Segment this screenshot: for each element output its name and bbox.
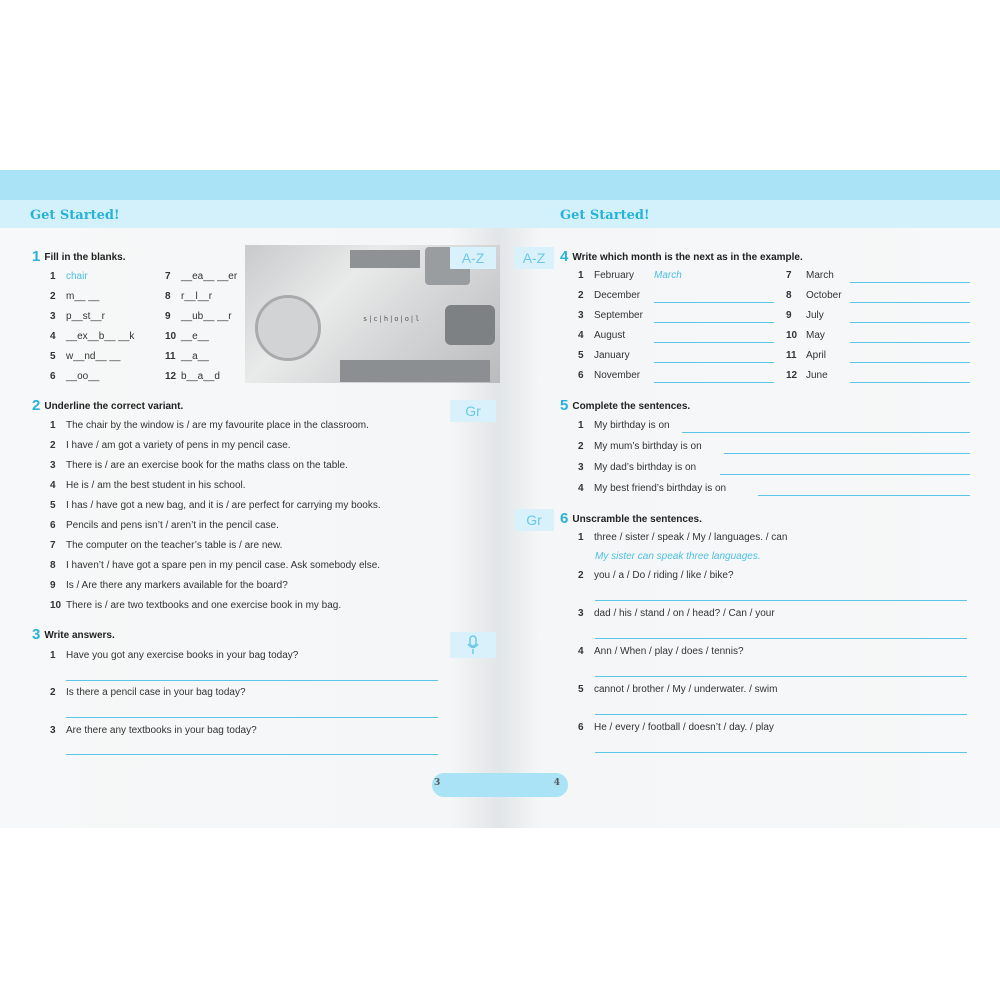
ex6-item: 2 you / a / Do / riding / like / bike? bbox=[578, 570, 734, 581]
answer-line[interactable] bbox=[654, 362, 774, 363]
az-tag: A-Z bbox=[514, 247, 554, 269]
answer-line[interactable] bbox=[850, 322, 970, 323]
answer-line[interactable] bbox=[850, 342, 970, 343]
microphone-icon bbox=[450, 632, 496, 658]
photo-letters: s|c|h|o|o|l bbox=[363, 315, 421, 323]
exercise-title: Write which month is the next as in the example. bbox=[572, 252, 803, 263]
ex1-item: 2 m__ __ bbox=[50, 291, 100, 302]
ex5-item: 3 My dad’s birthday is on bbox=[578, 462, 697, 473]
left-page bbox=[0, 170, 500, 828]
ex4-item: 5 January bbox=[578, 350, 630, 361]
header-band bbox=[0, 170, 500, 200]
exercise-3-heading bbox=[32, 626, 115, 643]
ex5-item: 1 My birthday is on bbox=[578, 420, 670, 431]
exercise-2-heading bbox=[32, 397, 183, 414]
answer-line[interactable] bbox=[595, 600, 967, 601]
ex3-item: 2 Is there a pencil case in your bag today? bbox=[50, 687, 246, 698]
answer-line[interactable] bbox=[758, 495, 970, 496]
grammar-tag: Gr bbox=[450, 400, 496, 422]
answer-line[interactable] bbox=[654, 382, 774, 383]
answer-line[interactable] bbox=[595, 676, 967, 677]
ex5-item: 2 My mum’s birthday is on bbox=[578, 441, 702, 452]
az-tag: A-Z bbox=[450, 247, 496, 269]
exercise-title: Unscramble the sentences. bbox=[572, 514, 702, 525]
answer-line[interactable] bbox=[850, 302, 970, 303]
ex4-item: 3 September bbox=[578, 310, 643, 321]
ex1-item: 10 __e__ bbox=[165, 331, 209, 342]
answer-line[interactable] bbox=[724, 453, 970, 454]
ex1-item: 9 __ub__ __r bbox=[165, 311, 232, 322]
exercise-title: Fill in the blanks. bbox=[44, 252, 126, 263]
exercise-title: Complete the sentences. bbox=[572, 401, 691, 412]
exercise-title: Write answers. bbox=[44, 630, 115, 641]
exercise-number: 6 bbox=[560, 510, 569, 527]
ex1-item: 7 __ea__ __er bbox=[165, 271, 238, 282]
ex2-item: 2 I have / am got a variety of pens in my pencil case. bbox=[50, 440, 291, 451]
ex4-item: 9 July bbox=[786, 310, 824, 321]
ex2-item: 4 He is / am the best student in his school. bbox=[50, 480, 246, 491]
answer-line[interactable] bbox=[654, 322, 774, 323]
ex2-item: 6 Pencils and pens isn’t / aren’t in the pencil case. bbox=[50, 520, 279, 531]
ex1-item: 3 p__st__r bbox=[50, 311, 105, 322]
exercise-5-heading bbox=[560, 397, 690, 414]
ex4-item: 8 October bbox=[786, 290, 842, 301]
answer-line[interactable] bbox=[595, 714, 967, 715]
page-number-right: 4 bbox=[500, 773, 568, 797]
ex3-item: 3 Are there any textbooks in your bag today? bbox=[50, 725, 257, 736]
ex4-item: 6 November bbox=[578, 370, 641, 381]
ex4-item: 4 August bbox=[578, 330, 626, 341]
exercise-number: 2 bbox=[32, 397, 41, 414]
ex3-item: 1 Have you got any exercise books in your bag today? bbox=[50, 650, 299, 661]
ex2-item: 10 There is / are two textbooks and one exercise book in my bag. bbox=[50, 600, 342, 611]
answer-line[interactable] bbox=[850, 362, 970, 363]
answer-line[interactable] bbox=[66, 680, 438, 681]
exercise-number: 1 bbox=[32, 248, 41, 265]
answer-line[interactable] bbox=[66, 754, 438, 755]
ex6-item: 4 Ann / When / play / does / tennis? bbox=[578, 646, 744, 657]
ex1-item: 4 __ex__b__ __k bbox=[50, 331, 135, 342]
ex1-item: 5 w__nd__ __ bbox=[50, 351, 121, 362]
answer-line[interactable] bbox=[66, 717, 438, 718]
ex2-item: 8 I haven’t / have got a spare pen in my pencil case. Ask somebody else. bbox=[50, 560, 381, 571]
exercise-1-heading bbox=[32, 248, 125, 265]
answer-line[interactable] bbox=[682, 432, 970, 433]
ex1-item: 1 chair bbox=[50, 271, 88, 282]
ex6-item: 1 three / sister / speak / My / languages. / can bbox=[578, 532, 788, 543]
ex1-item: 6 __oo__ bbox=[50, 371, 100, 382]
answer-line[interactable] bbox=[850, 282, 970, 283]
ex6-item: 5 cannot / brother / My / underwater. / swim bbox=[578, 684, 778, 695]
exercise-6-heading bbox=[560, 510, 702, 527]
ex2-item: 3 There is / are an exercise book for the maths class on the table. bbox=[50, 460, 348, 471]
ex4-item: 7 March bbox=[786, 270, 834, 281]
ex4-item: 2 December bbox=[578, 290, 641, 301]
answer-line[interactable] bbox=[595, 752, 967, 753]
page-title-right: Get Started! bbox=[560, 208, 650, 223]
ex2-item: 1 The chair by the window is / are my favourite place in the classroom. bbox=[50, 420, 369, 431]
header-band bbox=[500, 170, 1000, 200]
grammar-tag: Gr bbox=[514, 509, 554, 531]
ex6-item: 6 He / every / football / doesn’t / day. / play bbox=[578, 722, 774, 733]
ex4-item: 1 February bbox=[578, 270, 635, 281]
exercise-number: 4 bbox=[560, 248, 569, 265]
right-page bbox=[500, 170, 1000, 828]
ex6-example-answer: My sister can speak three languages. bbox=[595, 551, 761, 562]
ex6-item: 3 dad / his / stand / on / head? / Can / your bbox=[578, 608, 775, 619]
answer-line[interactable] bbox=[720, 474, 970, 475]
ex4-item: 10 May bbox=[786, 330, 825, 341]
page-number-left: 3 bbox=[432, 773, 500, 797]
ex4-item: 12 June bbox=[786, 370, 828, 381]
answer-line[interactable] bbox=[654, 302, 774, 303]
exercise-number: 3 bbox=[32, 626, 41, 643]
ex4-example-answer: March bbox=[654, 270, 682, 281]
exercise-title: Underline the correct variant. bbox=[44, 401, 184, 412]
ex5-item: 4 My best friend’s birthday is on bbox=[578, 483, 727, 494]
ex2-item: 5 I has / have got a new bag, and it is / are perfect for carrying my books. bbox=[50, 500, 381, 511]
answer-line[interactable] bbox=[850, 382, 970, 383]
ex1-item: 8 r__l__r bbox=[165, 291, 213, 302]
answer-line[interactable] bbox=[595, 638, 967, 639]
exercise-number: 5 bbox=[560, 397, 569, 414]
exercise-4-heading bbox=[560, 248, 803, 265]
ex2-item: 7 The computer on the teacher’s table is / are new. bbox=[50, 540, 283, 551]
ex1-item: 11 __a__ bbox=[165, 351, 209, 362]
ex4-item: 11 April bbox=[786, 350, 827, 361]
ex2-item: 9 Is / Are there any markers available for the board? bbox=[50, 580, 288, 591]
answer-line[interactable] bbox=[654, 342, 774, 343]
page-title-left: Get Started! bbox=[30, 208, 120, 223]
ex1-item: 12 b__a__d bbox=[165, 371, 220, 382]
